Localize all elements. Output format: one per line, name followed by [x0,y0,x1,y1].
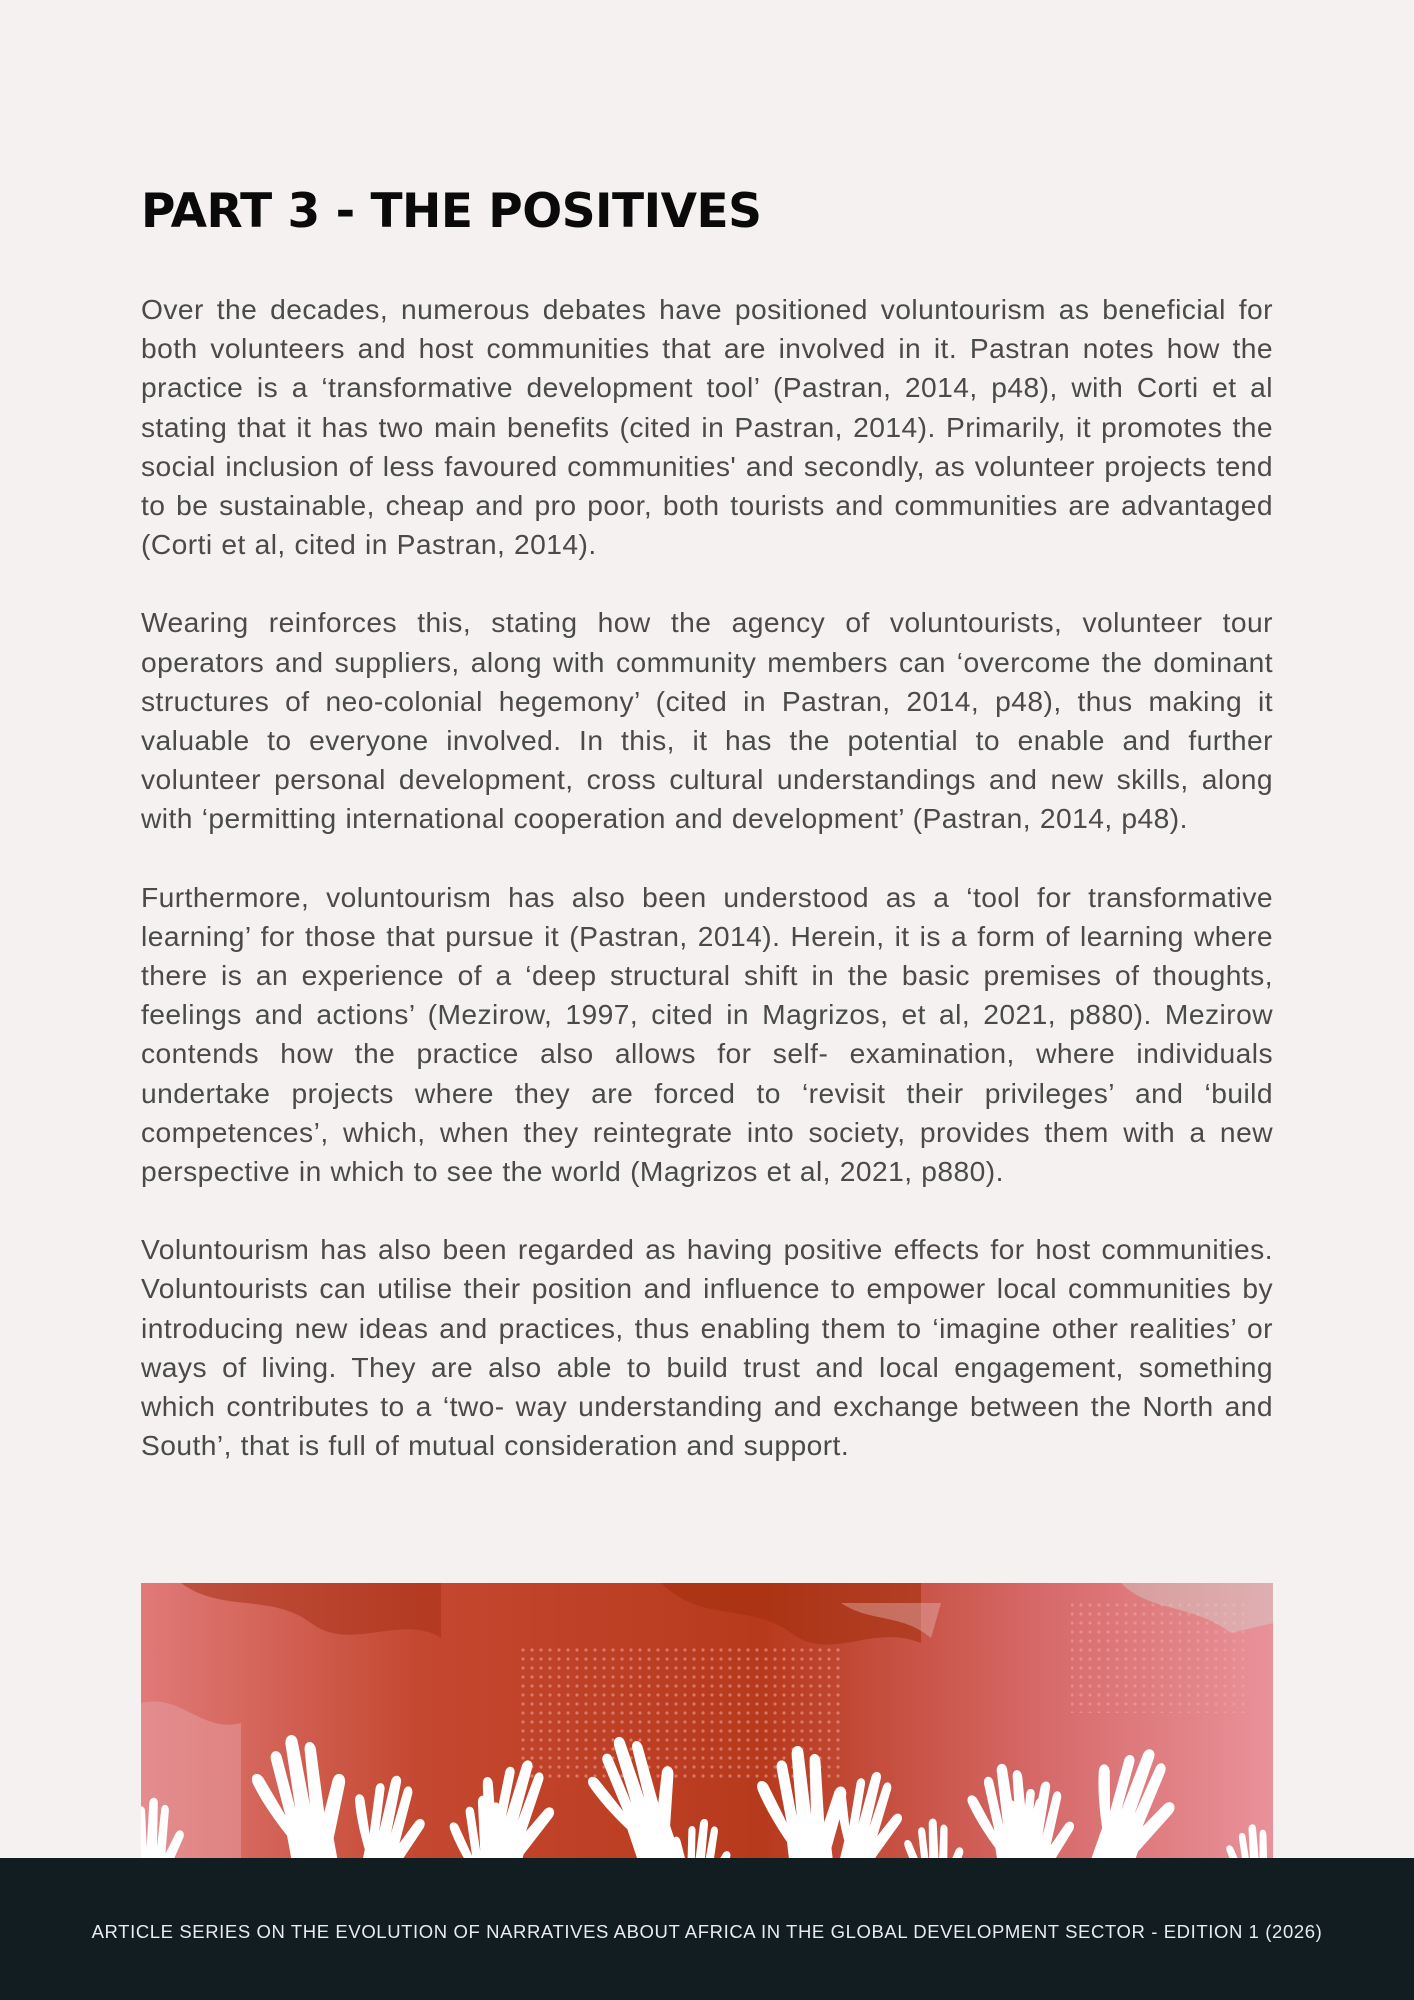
footer-text: ARTICLE SERIES ON THE EVOLUTION OF NARRATIVES ABOUT AFRICA IN THE GLOBAL DEVELOPMENT SECTOR - EDITION 1 (2026) [91,1921,1323,1942]
raised-hands-image [141,1583,1273,1858]
paragraph-3: Furthermore, voluntourism has also been understood as a ‘tool for transformative learning’ for those that pursue it (Pastran, 2014). Herein, it is a form of learning where there is an experience of a ‘deep structural shift in the basic premises of thoughts, feelings and actions’ (Mezirow, 1997, cited in Magrizos, et al, 2021, p880). Mezirow contends how the practice also allows for self- examination, where individuals undertake projects where they are forced to ‘revisit their privileges’ and ‘build competences’, which, when they reintegrate into society, provides them with a new perspective in which to see the world (Magrizos et al, 2021, p880). [141,880,1273,1188]
paragraph-4: Voluntourism has also been regarded as having positive effects for host communities. Voluntourists can utilise their position and influence to empower local communities by introducing new ideas and practices, thus enabling them to ‘imagine other realities’ or ways of living. They are also able to build trust and local engagement, something which contributes to a ‘two- way understanding and exchange between the North and South’, that is full of mutual consideration and support. [141,1233,1273,1462]
paragraph-2: Wearing reinforces this, stating how the agency of voluntourists, volunteer tour operators and suppliers, along with community members can ‘overcome the dominant structures of neo-colonial hegemony’ (cited in Pastran, 2014, p48), thus making it valuable to everyone involved. In this, it has the potential to enable and further volunteer personal development, cross cultural understandings and new skills, along with ‘permitting international cooperation and development’ (Pastran, 2014, p48). [141,606,1273,835]
raised-hands-illustration [141,1583,1273,1858]
section-title: PART 3 - THE POSITIVES [141,184,762,239]
article-body [141,290,1273,1504]
paragraph-1: Over the decades, numerous debates have positioned voluntourism as beneficial for both volunteers and host communities that are involved in it. Pastran notes how the practice is a ‘transformative development tool’ (Pastran, 2014, p48), with Corti et al stating that it has two main benefits (cited in Pastran, 2014). Primarily, it promotes the social inclusion of less favoured communities' and secondly, as volunteer projects tend to be sustainable, cheap and pro poor, both tourists and communities are advantaged (Corti et al, cited in Pastran, 2014). [141,293,1273,561]
page-footer [0,1858,1414,2000]
